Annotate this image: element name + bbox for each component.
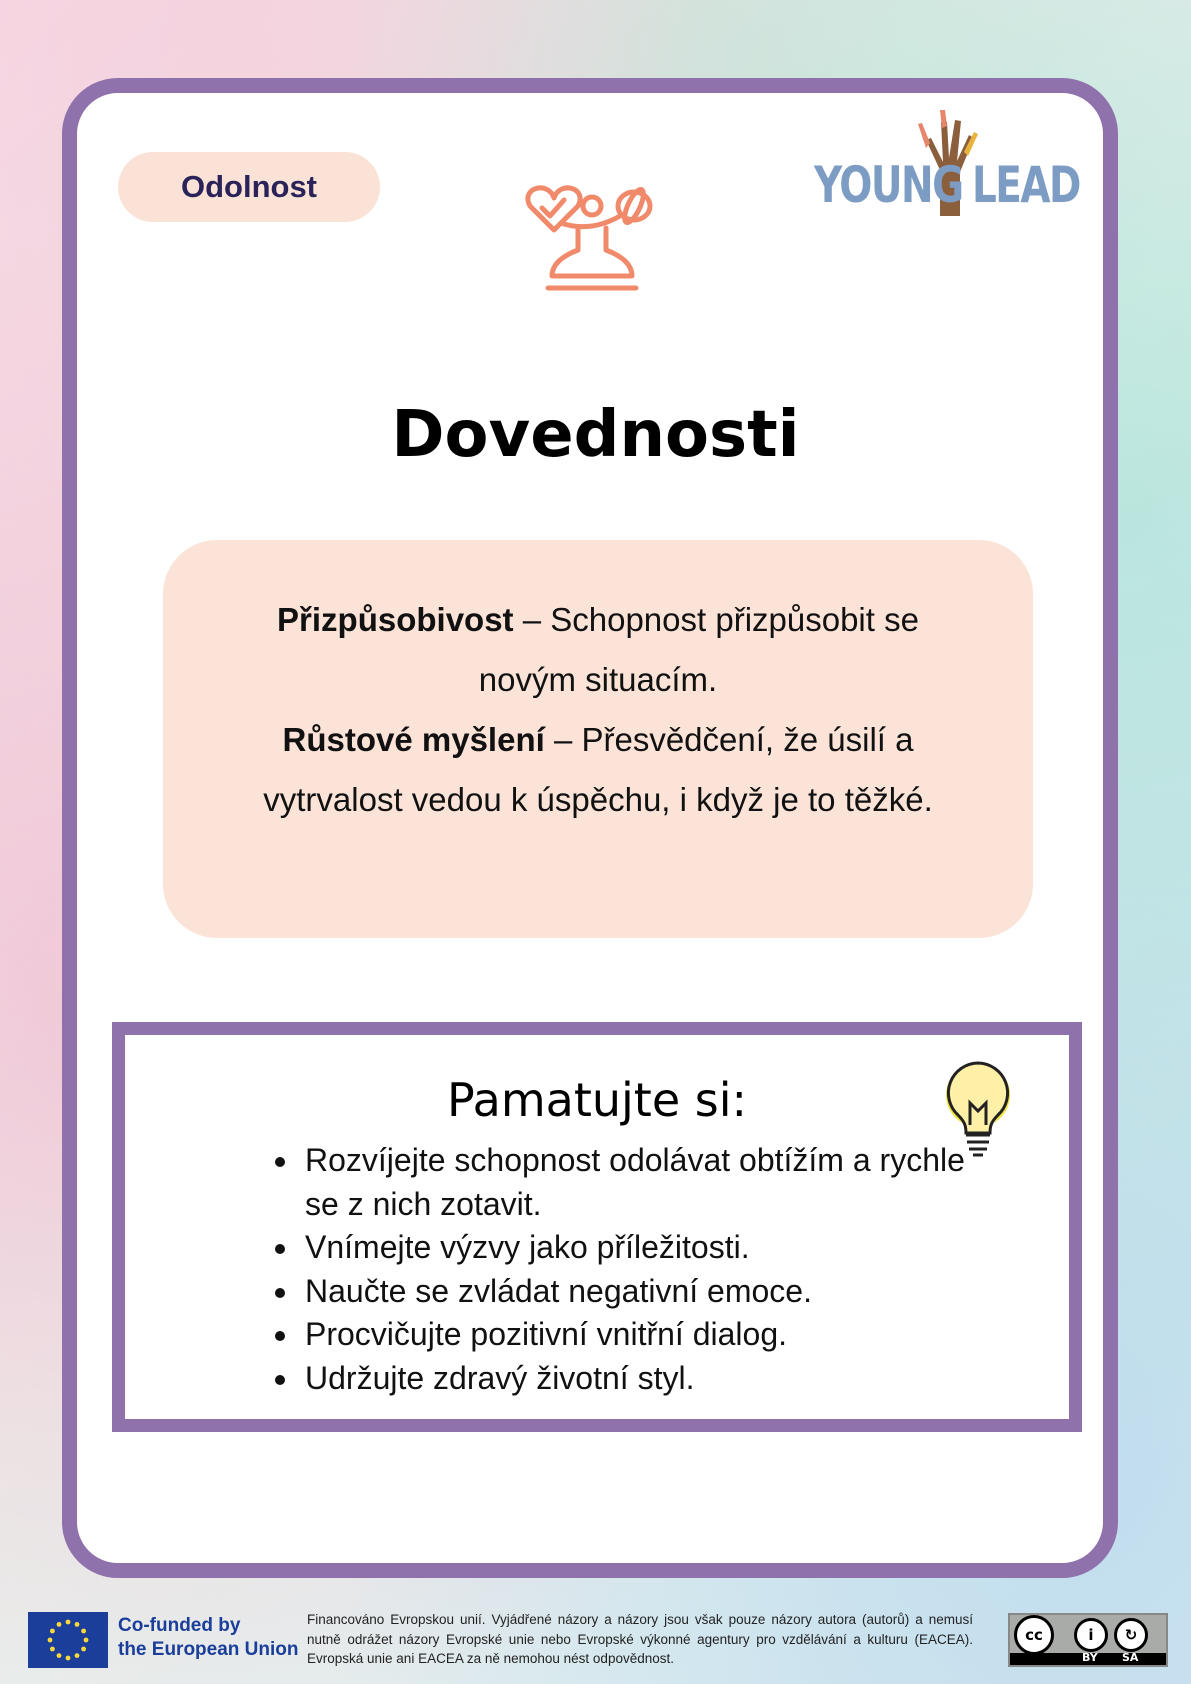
eu-flag-icon — [28, 1612, 108, 1668]
list-item: • Procvičujte pozitivní vnitřní dialog. — [301, 1313, 981, 1357]
definition-text: – Schopnost přizpůsobit se novým situacím. — [478, 601, 919, 698]
definition-term: Růstové myšlení — [282, 721, 545, 758]
definition-item — [243, 710, 953, 830]
page-title: Dovednosti — [391, 398, 800, 472]
eu-line-1: Co-funded by — [118, 1615, 241, 1636]
definition-text: – Přesvědčení, že úsilí a vytrvalost vedou k úspěchu, i když je to těžké. — [263, 721, 933, 818]
disclaimer-text: Financováno Evropskou unií. Vyjádřené názory a názory jsou však pouze názory autora (autorů) a nemusí nutně odrážet názory Evropské unie nebo Evropské výkonné agentury pro vzdělávání a kulturu (EACEA). Evropská unie ani EACEA za ně nemohou nést odpovědnost. — [307, 1612, 973, 1666]
remember-list — [265, 1139, 981, 1400]
list-item: • Rozvíjejte schopnost odolávat obtížím a rychle se z nich zotavit. — [301, 1139, 981, 1226]
sa-label: SA — [1122, 1651, 1139, 1664]
cc-license-badge — [1008, 1613, 1168, 1667]
footer — [0, 1600, 1191, 1684]
logo-young-text: YOUNG — [814, 156, 963, 214]
list-item: • Naučte se zvládat negativní emoce. — [301, 1270, 981, 1314]
by-label: BY — [1082, 1651, 1098, 1664]
list-item: • Vnímejte výzvy jako příležitosti. — [301, 1226, 981, 1270]
sa-icon: ↻ — [1114, 1618, 1148, 1652]
topic-tag: Odolnost — [118, 152, 380, 222]
definitions-box — [163, 540, 1033, 938]
remember-box — [112, 1022, 1082, 1432]
definition-term: Přizpůsobivost — [277, 601, 514, 638]
balance-heart-icon — [520, 184, 665, 294]
cc-icon: cc — [1014, 1615, 1054, 1655]
by-icon: i — [1074, 1618, 1108, 1652]
logo-lead-text: LEAD — [972, 156, 1080, 214]
eu-cofunded-text — [118, 1614, 299, 1662]
list-item: • Udržujte zdravý životní styl. — [301, 1357, 981, 1401]
definition-item — [243, 590, 953, 710]
eu-line-2: the European Union — [118, 1639, 299, 1660]
remember-title: Pamatujte si: — [446, 1073, 748, 1127]
young-lead-logo — [812, 108, 1080, 220]
